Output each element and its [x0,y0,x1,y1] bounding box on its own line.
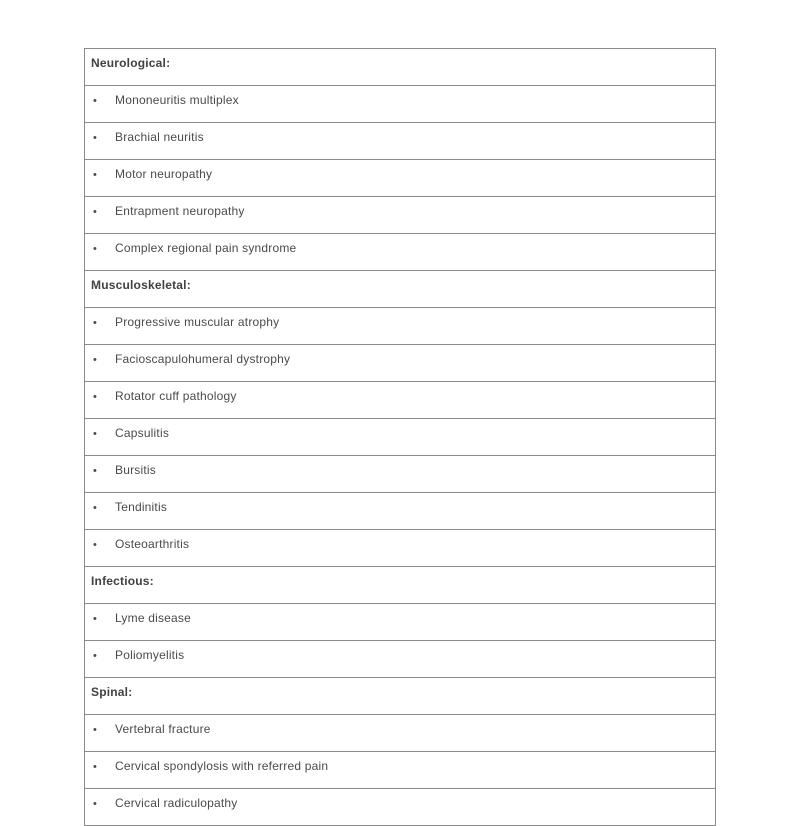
table-row [85,715,716,752]
list-item-cell [85,456,716,493]
list-item-cell [85,604,716,641]
list-item-label: Tendinitis [115,500,168,514]
list-item-cell [85,345,716,382]
section-header-label: Spinal: [85,678,716,715]
list-item-label: Vertebral fracture [115,722,211,736]
list-item-label: Cervical radiculopathy [115,796,238,810]
table-row [85,308,716,345]
list-item-label: Cervical spondylosis with referred pain [115,759,329,773]
list-item-label: Progressive muscular atrophy [115,315,280,329]
list-item-label: Motor neuropathy [115,167,213,181]
bullet-icon: • [93,724,98,736]
bullet-icon: • [93,650,98,662]
bullet-icon: • [93,465,98,477]
list-item-label: Bursitis [115,463,156,477]
bullet-icon: • [93,539,98,551]
list-item-cell [85,419,716,456]
list-item-cell [85,641,716,678]
differential-diagnosis-table [84,48,716,826]
section-header-label: Neurological: [85,49,716,86]
list-item-cell [85,789,716,826]
table-row [85,86,716,123]
section-header-row [85,567,716,604]
list-item-label: Capsulitis [115,426,170,440]
bullet-icon: • [93,761,98,773]
table-row [85,604,716,641]
table-row [85,382,716,419]
list-item-cell [85,382,716,419]
bullet-icon: • [93,428,98,440]
bullet-icon: • [93,613,98,625]
list-item-label: Brachial neuritis [115,130,204,144]
list-item-cell [85,530,716,567]
bullet-icon: • [93,317,98,329]
list-item-label: Mononeuritis multiplex [115,93,239,107]
table-row [85,641,716,678]
section-header-row [85,271,716,308]
table-row [85,493,716,530]
list-item-cell [85,234,716,271]
list-item-label: Osteoarthritis [115,537,190,551]
list-item-label: Lyme disease [115,611,191,625]
table-body [85,49,716,826]
table-row [85,345,716,382]
bullet-icon: • [93,206,98,218]
table-row [85,789,716,826]
list-item-label: Rotator cuff pathology [115,389,237,403]
table-row [85,234,716,271]
list-item-label: Complex regional pain syndrome [115,241,297,255]
bullet-icon: • [93,391,98,403]
table-row [85,530,716,567]
section-header-label: Musculoskeletal: [85,271,716,308]
section-header-label: Infectious: [85,567,716,604]
table-row [85,752,716,789]
list-item-label: Poliomyelitis [115,648,185,662]
list-item-cell [85,123,716,160]
list-item-cell [85,86,716,123]
section-header-row [85,678,716,715]
bullet-icon: • [93,798,98,810]
list-item-label: Facioscapulohumeral dystrophy [115,352,291,366]
table-row [85,197,716,234]
list-item-cell [85,197,716,234]
bullet-icon: • [93,169,98,181]
bullet-icon: • [93,354,98,366]
table-row [85,456,716,493]
list-item-cell [85,493,716,530]
table-row [85,419,716,456]
list-item-cell [85,160,716,197]
list-item-label: Entrapment neuropathy [115,204,245,218]
table-row [85,160,716,197]
bullet-icon: • [93,502,98,514]
list-item-cell [85,715,716,752]
list-item-cell [85,308,716,345]
bullet-icon: • [93,243,98,255]
list-item-cell [85,752,716,789]
table-row [85,123,716,160]
bullet-icon: • [93,132,98,144]
bullet-icon: • [93,95,98,107]
section-header-row [85,49,716,86]
